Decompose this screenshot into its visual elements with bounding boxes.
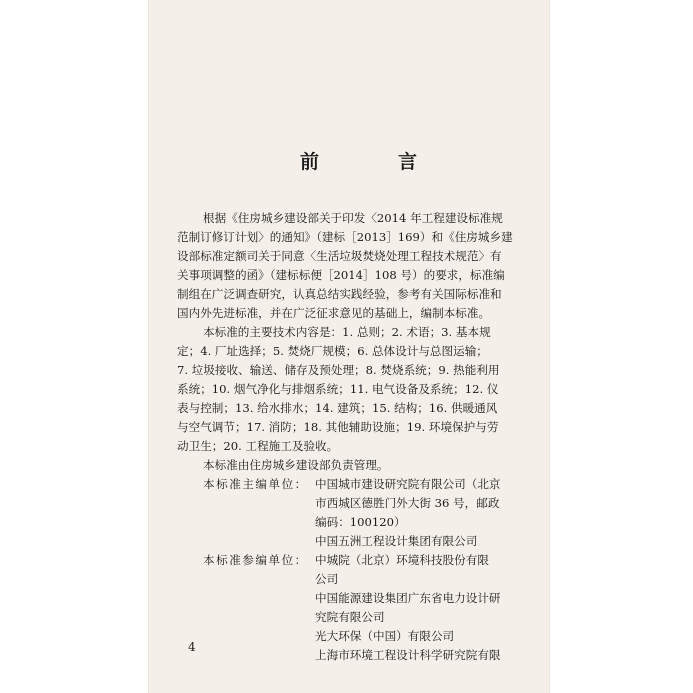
paragraph-2-line: 定；4. 厂址选择；5. 焚烧厂规模；6. 总体设计与总图运输； (177, 344, 488, 358)
paragraph-1-line: 设部标准定额司关于同意〈生活垃圾焚烧处理工程技术规范〉有 (177, 249, 502, 263)
paragraph-3-line: 本标准由住房城乡建设部负责管理。 (203, 458, 389, 472)
paragraph-1-line: 根据《住房城乡建设部关于印发〈2014 年工程建设标准规 (203, 211, 503, 225)
participants-line: 公司 (315, 572, 339, 586)
participants-line: 中城院（北京）环境科技股份有限 (315, 553, 489, 567)
participants-label: 本标准参编单位： (203, 553, 308, 567)
participants-line: 中国能源建设集团广东省电力设计研 (315, 591, 501, 605)
participants-line: 究院有限公司 (315, 610, 385, 624)
paragraph-1-line: 范制订修订计划〉的通知》（建标［2013］169）和《住房城乡建 (177, 230, 513, 244)
paragraph-1-line: 制组在广泛调查研究，认真总结实践经验，参考有关国际标准和 (177, 287, 502, 301)
paragraph-2-line: 本标准的主要技术内容是：1. 总则；2. 术语；3. 基本规 (203, 325, 491, 339)
paragraph-2-line: 动卫生；20. 工程施工及验收。 (177, 439, 339, 453)
paragraph-2-line: 与空气调节；17. 消防；18. 其他辅助设施；19. 环境保护与劳 (177, 420, 499, 434)
paragraph-2-line: 表与控制；13. 给水排水；14. 建筑；15. 结构；16. 供暖通风 (177, 401, 498, 415)
page-title: 前 言 (300, 151, 448, 173)
chief-editor-line: 市西城区德胜门外大街 36 号，邮政 (315, 496, 500, 510)
paragraph-1-line: 国内外先进标准，并在广泛征求意见的基础上，编制本标准。 (177, 306, 491, 320)
paragraph-1-line: 关事项调整的函》（建标标便［2014］108 号）的要求，标准编 (177, 268, 505, 282)
paragraph-2-line: 系统；10. 烟气净化与排烟系统；11. 电气设备及系统；12. 仪 (177, 382, 499, 396)
page-number: 4 (188, 640, 196, 654)
chief-editor-line: 中国五洲工程设计集团有限公司 (315, 534, 478, 548)
chief-editor-label: 本标准主编单位： (203, 477, 308, 491)
participants-line: 上海市环境工程设计科学研究院有限 (315, 648, 501, 662)
paragraph-2-line: 7. 垃圾接收、输送、储存及预处理；8. 焚烧系统；9. 热能利用 (177, 363, 500, 377)
participants-line: 光大环保（中国）有限公司 (315, 629, 455, 643)
chief-editor-line: 编码：100120） (315, 515, 406, 529)
chief-editor-line: 中国城市建设研究院有限公司（北京 (315, 477, 501, 491)
